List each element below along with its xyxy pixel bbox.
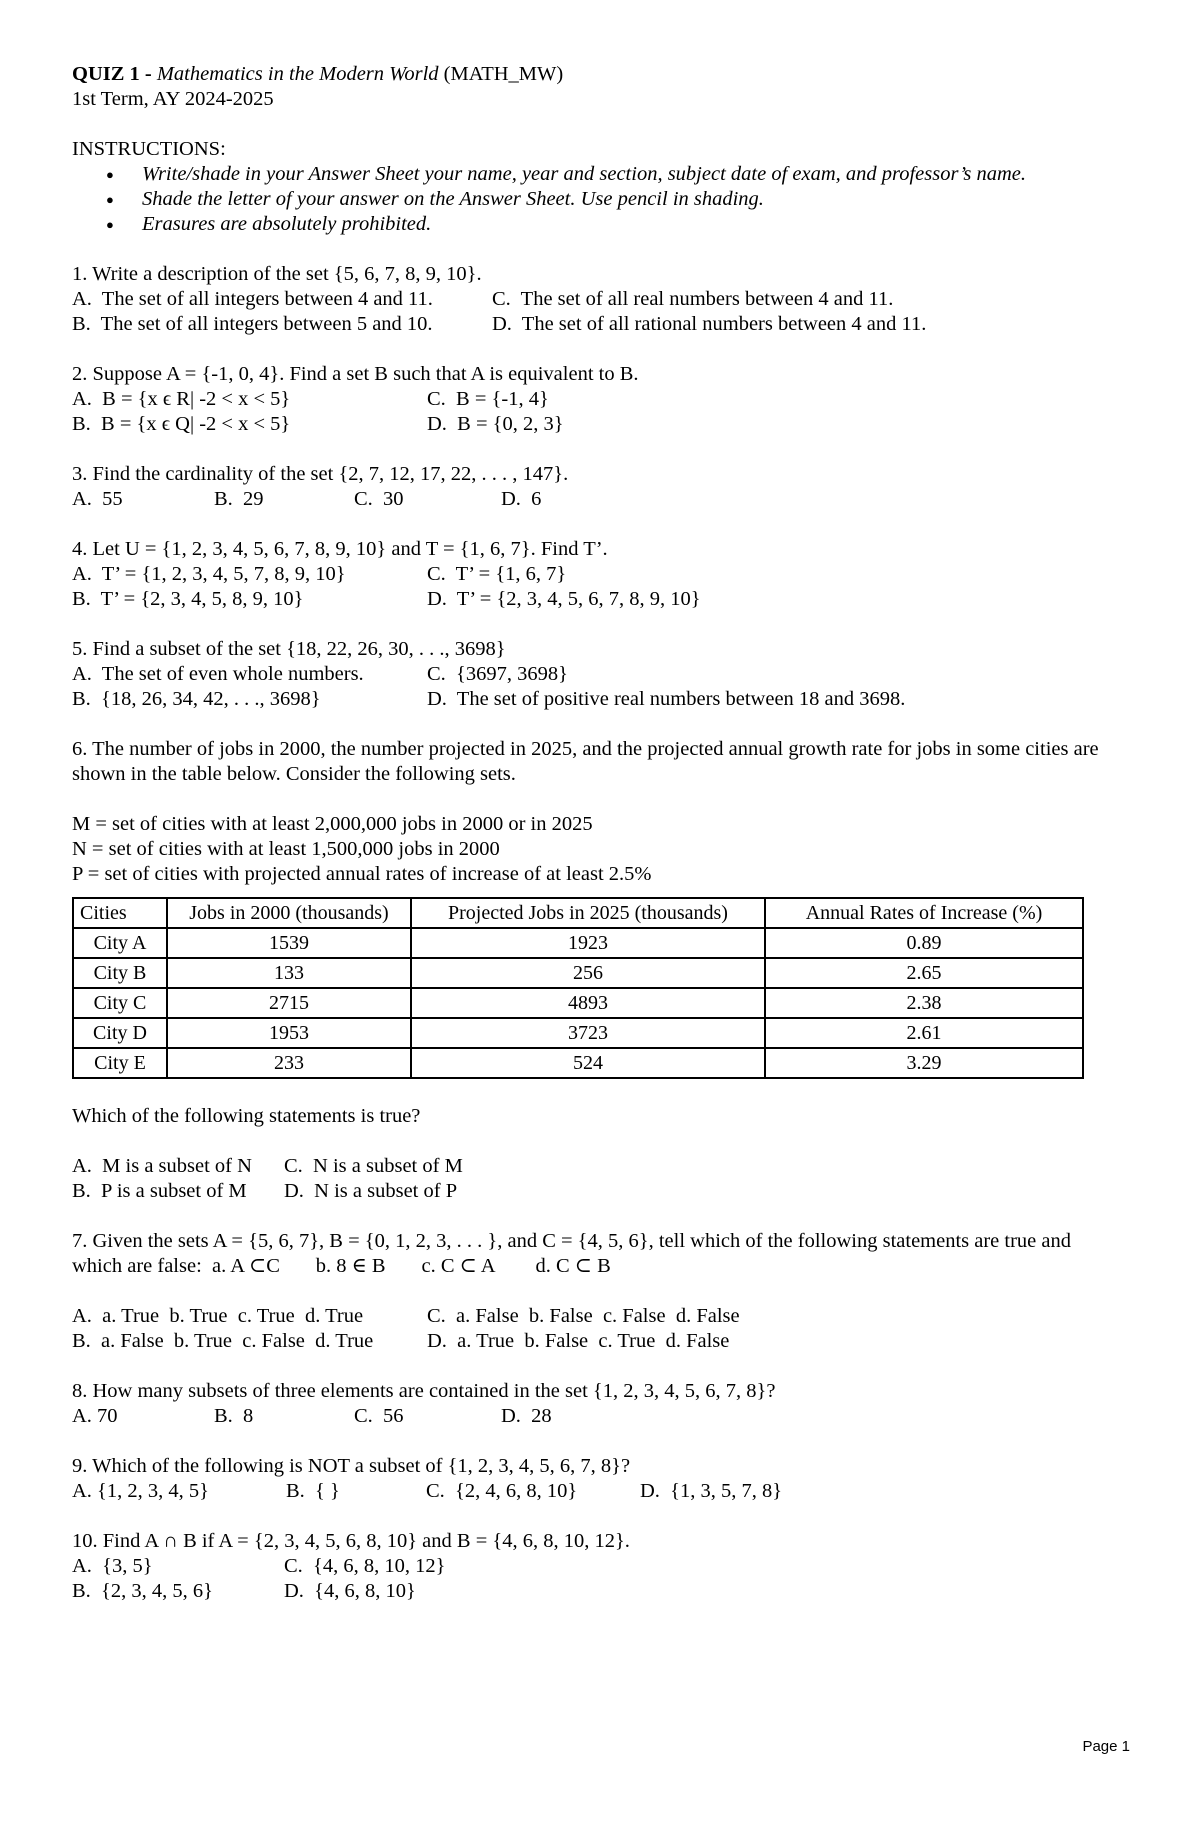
table-cell: City B [73, 958, 167, 988]
question-9 [72, 1454, 1132, 1504]
question-5 [72, 637, 1132, 712]
option-a: A. {1, 2, 3, 4, 5} [72, 1480, 209, 1502]
option-b: B. The set of all integers between 5 and 10. [72, 313, 433, 335]
option-d: D. a. True b. False c. True d. False [427, 1330, 730, 1352]
option-b: B. {2, 3, 4, 5, 6} [72, 1580, 213, 1602]
question-stem: 10. Find A ∩ B if A = {2, 3, 4, 5, 6, 8, 10} and B = {4, 6, 8, 10, 12}. [72, 1530, 630, 1552]
option-d: D. The set of all rational numbers between 4 and 11. [492, 313, 927, 335]
set-m-definition: M = set of cities with at least 2,000,000 jobs in 2000 or in 2025 [72, 813, 593, 835]
column-header: Cities [73, 898, 167, 928]
quiz-title [72, 62, 1132, 87]
question-stem: 7. Given the sets A = {5, 6, 7}, B = {0, 1, 2, 3, . . . }, and C = {4, 5, 6}, tell which of the following statements are true and [72, 1230, 1072, 1252]
option-b: B. { } [286, 1480, 340, 1502]
question-stem: 2. Suppose A = {-1, 0, 4}. Find a set B such that A is equivalent to B. [72, 363, 639, 385]
option-d: D. 6 [501, 488, 542, 510]
table-cell: 2.65 [765, 958, 1083, 988]
option-a: A. The set of even whole numbers. [72, 663, 364, 685]
table-cell: 2.38 [765, 988, 1083, 1018]
question-stem: 5. Find a subset of the set {18, 22, 26, 30, . . ., 3698} [72, 638, 506, 660]
course-code: (MATH_MW) [443, 63, 564, 85]
set-n-definition: N = set of cities with at least 1,500,000 jobs in 2000 [72, 838, 500, 860]
question-stem: 1. Write a description of the set {5, 6, 7, 8, 9, 10}. [72, 263, 482, 285]
option-a: A. The set of all integers between 4 and 11. [72, 288, 433, 310]
option-d: D. {4, 6, 8, 10} [284, 1580, 416, 1602]
course-name: Mathematics in the Modern World [156, 63, 439, 85]
option-a: A. a. True b. True c. True d. True [72, 1305, 364, 1327]
option-a: A. 55 [72, 488, 123, 510]
table-cell: City C [73, 988, 167, 1018]
question-6 [72, 737, 1132, 1204]
set-p-definition: P = set of cities with projected annual rates of increase of at least 2.5% [72, 863, 652, 885]
term: 1st Term, AY 2024-2025 [72, 88, 274, 110]
question-4 [72, 537, 1132, 612]
option-a: A. 70 [72, 1405, 118, 1427]
option-b: B. B = {x ϵ Q| -2 < x < 5} [72, 413, 291, 435]
option-c: C. T’ = {1, 6, 7} [427, 563, 567, 585]
table-cell: 256 [411, 958, 765, 988]
instruction-item: ● Write/shade in your Answer Sheet your name, year and section, subject date of exam, and professor’s name. [72, 162, 1132, 187]
question-10 [72, 1529, 1132, 1604]
question-stem-continued: which are false: a. A ⊂C b. 8 ∈ B c. C ⊂ A d. C ⊂ B [72, 1255, 611, 1277]
table-cell: City E [73, 1048, 167, 1078]
instructions-list [72, 162, 1132, 237]
quiz-label: QUIZ 1 - [72, 63, 152, 85]
instruction-item: ● Shade the letter of your answer on the Answer Sheet. Use pencil in shading. [72, 187, 1132, 212]
table-cell: 2715 [167, 988, 411, 1018]
option-b: B. 29 [214, 488, 264, 510]
option-b: B. T’ = {2, 3, 4, 5, 8, 9, 10} [72, 588, 304, 610]
question-8 [72, 1379, 1132, 1429]
option-b: B. 8 [214, 1405, 254, 1427]
table-cell: 1539 [167, 928, 411, 958]
column-header: Projected Jobs in 2025 (thousands) [411, 898, 765, 928]
table-cell: 524 [411, 1048, 765, 1078]
option-a: A. B = {x ϵ R| -2 < x < 5} [72, 388, 291, 410]
table-cell: 0.89 [765, 928, 1083, 958]
column-header: Annual Rates of Increase (%) [765, 898, 1083, 928]
option-d: D. N is a subset of P [284, 1180, 458, 1202]
question-stem: 9. Which of the following is NOT a subset of {1, 2, 3, 4, 5, 6, 7, 8}? [72, 1455, 631, 1477]
option-c: C. The set of all real numbers between 4 and 11. [492, 288, 894, 310]
option-c: C. 56 [354, 1405, 404, 1427]
option-d: D. T’ = {2, 3, 4, 5, 6, 7, 8, 9, 10} [427, 588, 701, 610]
page-number: Page 1 [1082, 1738, 1130, 1755]
question-3 [72, 462, 1132, 512]
option-c: C. N is a subset of M [284, 1155, 463, 1177]
table-cell: 233 [167, 1048, 411, 1078]
table-cell: 2.61 [765, 1018, 1083, 1048]
question-stem: 3. Find the cardinality of the set {2, 7, 12, 17, 22, . . . , 147}. [72, 463, 569, 485]
question-stem: 8. How many subsets of three elements are contained in the set {1, 2, 3, 4, 5, 6, 7, 8}? [72, 1380, 776, 1402]
instruction-item: ● Erasures are absolutely prohibited. [72, 212, 1132, 237]
option-d: D. B = {0, 2, 3} [427, 413, 564, 435]
table-cell: 3723 [411, 1018, 765, 1048]
table-cell: City D [73, 1018, 167, 1048]
option-c: C. {2, 4, 6, 8, 10} [426, 1480, 578, 1502]
option-b: B. P is a subset of M [72, 1180, 247, 1202]
question-stem: 4. Let U = {1, 2, 3, 4, 5, 6, 7, 8, 9, 10} and T = {1, 6, 7}. Find T’. [72, 538, 608, 560]
question-1 [72, 262, 1132, 337]
option-b: B. {18, 26, 34, 42, . . ., 3698} [72, 688, 321, 710]
option-c: C. B = {-1, 4} [427, 388, 549, 410]
question-7 [72, 1229, 1132, 1354]
table-row [73, 928, 1083, 958]
question-2 [72, 362, 1132, 437]
option-a: A. {3, 5} [72, 1555, 153, 1577]
table-row [73, 988, 1083, 1018]
option-c: C. {4, 6, 8, 10, 12} [284, 1555, 446, 1577]
option-b: B. a. False b. True c. False d. True [72, 1330, 374, 1352]
option-c: C. {3697, 3698} [427, 663, 568, 685]
table-row [73, 958, 1083, 988]
table-row [73, 1048, 1083, 1078]
instructions-heading: INSTRUCTIONS: [72, 138, 226, 160]
option-d: D. {1, 3, 5, 7, 8} [640, 1480, 783, 1502]
option-c: C. 30 [354, 488, 404, 510]
option-a: A. M is a subset of N [72, 1155, 252, 1177]
option-d: D. 28 [501, 1405, 552, 1427]
table-cell: 1953 [167, 1018, 411, 1048]
table-cell: 3.29 [765, 1048, 1083, 1078]
table-cell: City A [73, 928, 167, 958]
quiz-page [72, 62, 1132, 1604]
table-cell: 133 [167, 958, 411, 988]
option-a: A. T’ = {1, 2, 3, 4, 5, 7, 8, 9, 10} [72, 563, 346, 585]
option-d: D. The set of positive real numbers between 18 and 3698. [427, 688, 906, 710]
table-cell: 1923 [411, 928, 765, 958]
question-prompt: Which of the following statements is true? [72, 1105, 421, 1127]
table-cell: 4893 [411, 988, 765, 1018]
table-row [73, 1018, 1083, 1048]
jobs-table [72, 897, 1084, 1079]
table-header-row [73, 898, 1083, 928]
question-stem: 6. The number of jobs in 2000, the number projected in 2025, and the projected annual growth rate for jobs in some cities are shown in the table below. Consider the following sets. [72, 738, 1099, 785]
option-c: C. a. False b. False c. False d. False [427, 1305, 740, 1327]
column-header: Jobs in 2000 (thousands) [167, 898, 411, 928]
